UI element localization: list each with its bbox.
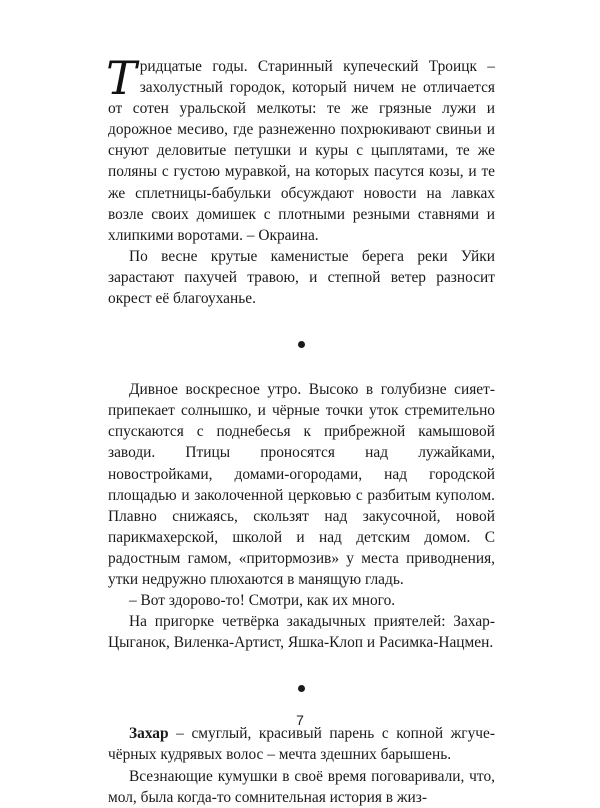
paragraph-gossip: Всезнающие кумушки в своё время поговаривали, что, мол, была когда-то сомнительная история в жиз- (108, 767, 495, 806)
drop-cap-letter: Т (106, 51, 137, 105)
paragraph-zakhar (108, 723, 495, 765)
paragraph-river: По весне крутые каменистые берега реки Уйки зарастают пахучей травою, и степной ветер разносит окрест её благоуханье. (108, 247, 495, 308)
paragraph-intro-text: ридцатые годы. Старинный купеческий Троицк – захолустный городок, который ничем не отличается от сотен уральской мелкоты: те же грязные лужи и дорожное месиво, где разнеженно похрюкивают свиньи и снуют деловитые петушки и куры с цыплятами, те же поляны с густою муравкой, на которых пасутся козы, и те же сплетницы-бабульки обсуждают новости на лавках возле своих домишек с плотными резными ставнями и хлипкими воротами. – Окраина. (108, 58, 495, 244)
paragraph-morning: Дивное воскресное утро. Высоко в голубизне сияет-припекает солнышко, и чёрные точки уток стремительно спускаются с поднебесья к прибрежной камышовой заводи. Птицы проносятся над лужайками, новостройками, домами-огородами, над городской площадью и заколоченной церковью с разбитым куполом. Плавно снижаясь, скользят над закусочной, новой парикмахерской, школой и над детским домом. С радостным гамом, «притормозив» у места приводнения, утки недружно плюхаются в манящую гладь. (108, 381, 495, 588)
bullet-separator-icon (298, 341, 305, 348)
paragraph-dialogue: – Вот здорово-то! Смотри, как их много. (129, 592, 396, 610)
book-page-body (106, 51, 495, 808)
section-separator (108, 678, 495, 699)
page-number: 7 (296, 712, 304, 728)
section-separator (108, 334, 495, 355)
paragraph-zakhar-text: – смуглый, красивый парень с копной жгуче-чёрных кудрявых волос – мечта здешних барышень. (108, 725, 495, 764)
paragraph-intro (106, 51, 495, 246)
bullet-separator-icon (298, 685, 305, 692)
character-name: Захар (129, 725, 169, 743)
paragraph-friends: На пригорке четвёрка закадычных приятелей: Захар-Цыганок, Виленка-Артист, Яшка-Клоп и Расимка-Нацмен. (108, 613, 495, 652)
